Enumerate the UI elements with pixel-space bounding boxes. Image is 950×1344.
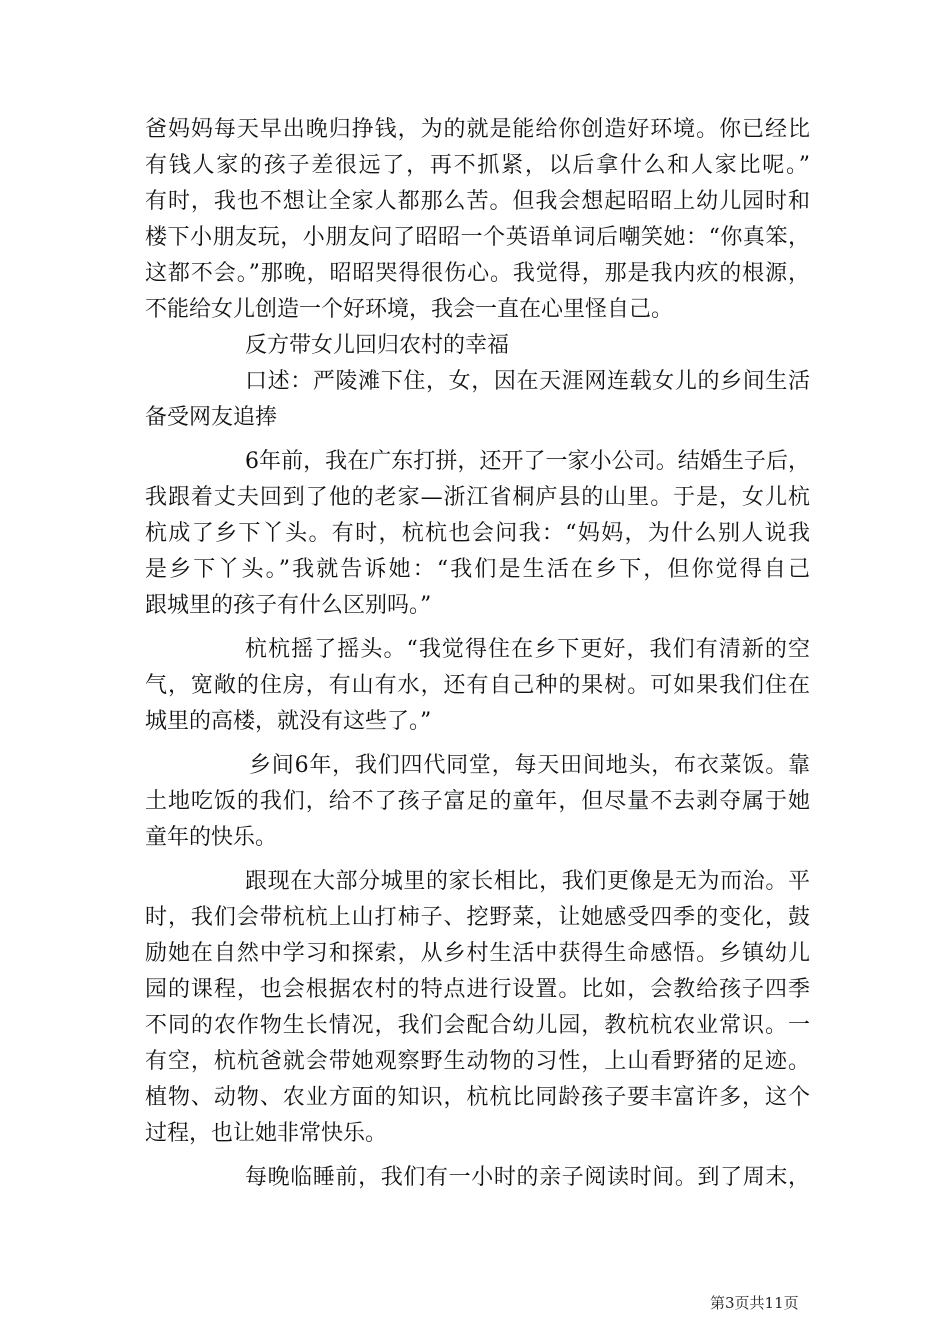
text-line: 楼下小朋友玩，小朋友问了昭昭一个英语单词后嘲笑她：“你真笨， — [145, 225, 810, 250]
text-line: 跟城里的孩子有什么区别吗。” — [145, 593, 432, 618]
page-number: 第3页共11页 — [710, 1294, 799, 1312]
text-line: 跟现在大部分城里的家长相比，我们更像是无为而治。平 — [245, 869, 810, 894]
text-line: 我跟着丈夫回到了他的老家—浙江省桐庐县的山里。于是，女儿杭 — [145, 485, 810, 510]
text-line: 有时，我也不想让全家人都那么苦。但我会想起昭昭上幼儿园时和 — [145, 189, 810, 214]
text-line: 杭杭摇了摇头。“我觉得住在乡下更好，我们有清新的空 — [245, 637, 810, 662]
text-line: 励她在自然中学习和探索，从乡村生活中获得生命感悟。乡镇幼儿 — [145, 941, 810, 966]
narrator-line: 备受网友追捧 — [145, 405, 278, 430]
text-line: 土地吃饭的我们，给不了孩子富足的童年，但尽量不去剥夺属于她 — [145, 789, 810, 814]
body-text — [145, 112, 810, 1196]
text-line: 这都不会。”那晚，昭昭哭得很伤心。我觉得，那是我内疚的根源， — [145, 261, 810, 286]
text-line: 不同的农作物生长情况，我们会配合幼儿园，教杭杭农业常识。一 — [145, 1013, 810, 1038]
text-line: 乡间6年，我们四代同堂，每天田间地头，布衣菜饭。靠 — [249, 753, 810, 778]
section-heading: 反方带女儿回归农村的幸福 — [245, 333, 510, 358]
text-line: 植物、动物、农业方面的知识，杭杭比同龄孩子要丰富许多，这个 — [145, 1085, 810, 1110]
text-line: 杭成了乡下丫头。有时，杭杭也会问我：“妈妈，为什么别人说我 — [145, 521, 810, 546]
text-line: 不能给女儿创造一个好环境，我会一直在心里怪自己。 — [145, 297, 674, 322]
narrator-line: 口述：严陵滩下住，女，因在天涯网连载女儿的乡间生活 — [245, 369, 810, 394]
text-line: 有空，杭杭爸就会带她观察野生动物的习性，上山看野猪的足迹。 — [145, 1049, 810, 1074]
text-line: 气，宽敞的住房，有山有水，还有自己种的果树。可如果我们住在 — [145, 673, 810, 698]
text-line: 园的课程，也会根据农村的特点进行设置。比如，会教给孩子四季 — [145, 977, 810, 1002]
text-line: 每晚临睡前，我们有一小时的亲子阅读时间。到了周末， — [245, 1165, 810, 1190]
text-line: 爸妈妈每天早出晚归挣钱，为的就是能给你创造好环境。你已经比 — [145, 117, 810, 142]
text-line: 是乡下丫头。”我就告诉她：“我们是生活在乡下，但你觉得自己 — [145, 557, 810, 582]
text-line: 城里的高楼，就没有这些了。” — [145, 709, 432, 734]
text-line: 有钱人家的孩子差很远了，再不抓紧，以后拿什么和人家比呢。” — [145, 153, 810, 178]
text-line: 时，我们会带杭杭上山打柿子、挖野菜，让她感受四季的变化，鼓 — [145, 905, 810, 930]
text-line: 过程，也让她非常快乐。 — [145, 1121, 388, 1146]
text-line: 6年前，我在广东打拼，还开了一家小公司。结婚生子后， — [245, 449, 810, 474]
text-line: 童年的快乐。 — [145, 825, 278, 850]
